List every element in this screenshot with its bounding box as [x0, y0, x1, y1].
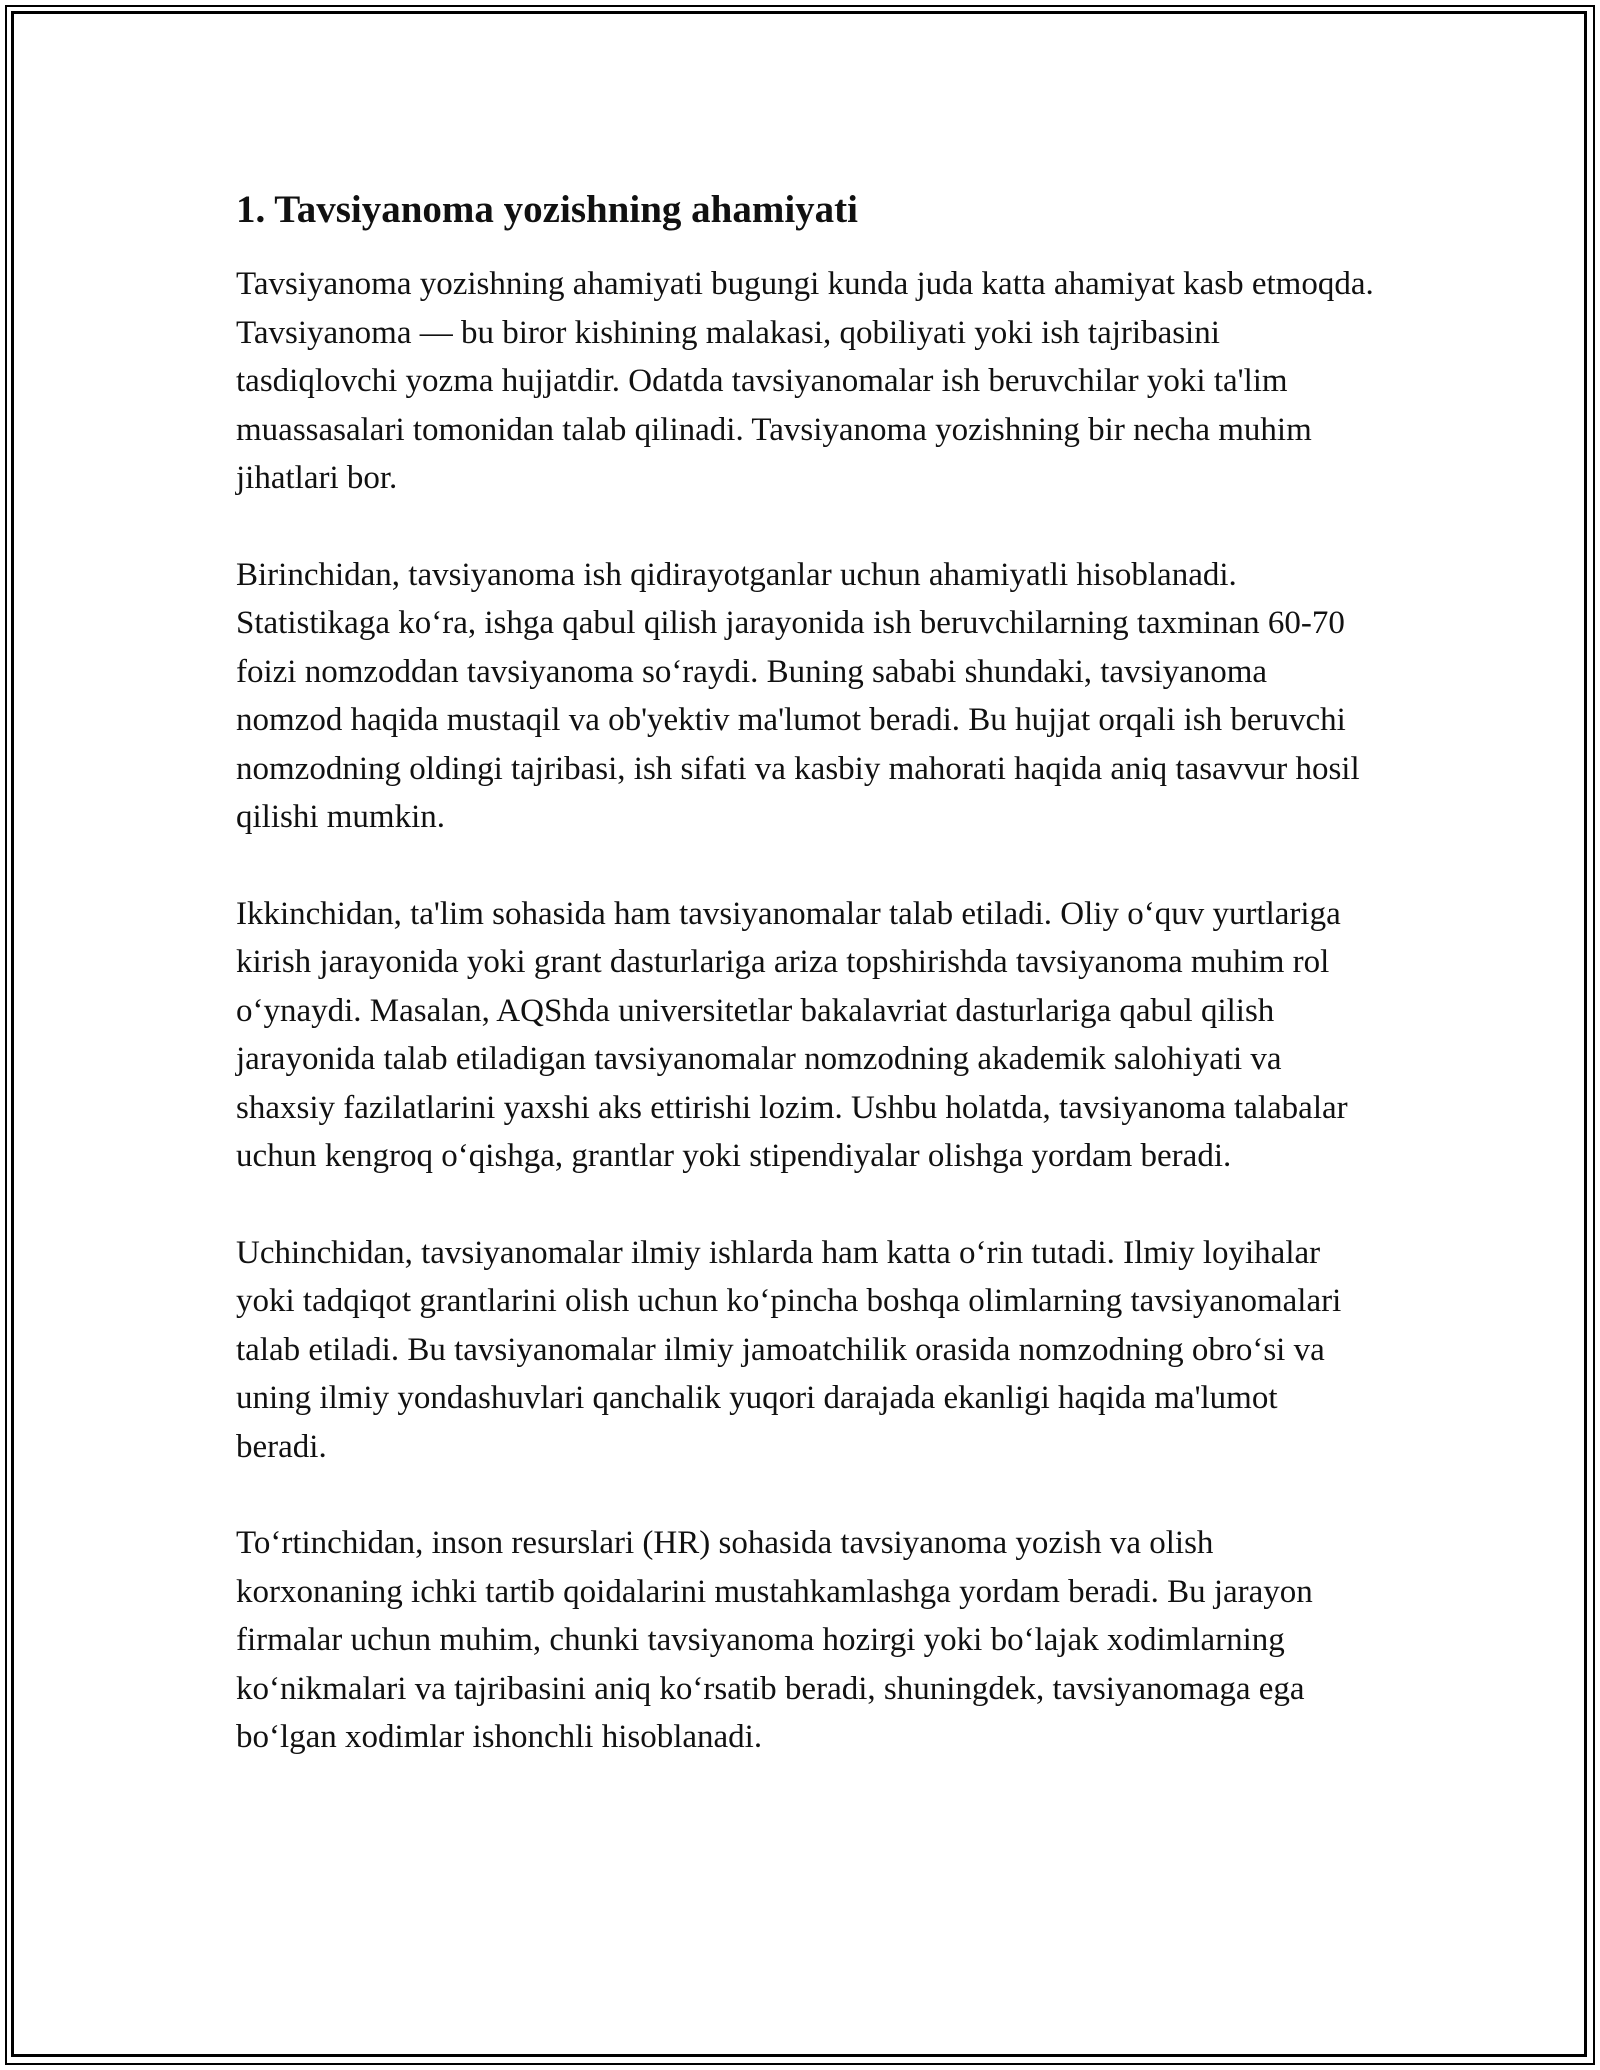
section-heading: 1. Tavsiyanoma yozishning ahamiyati: [236, 188, 858, 231]
paragraph-fourth-point: Toʻrtinchidan, inson resurslari (HR) sohasida tavsiyanoma yozish va olish korxonaning ichki tartib qoidalarini mustahkamlashga yordam beradi. Bu jarayon firmalar uchun muhim, chunki tavsiyanoma hozirgi yoki boʻlajak xodimlarning koʻnikmalari va tajribasini aniq koʻrsatib beradi, shuningdek, tavsiyanomaga ega boʻlgan xodimlar ishonchli hisoblanadi.: [236, 1525, 1313, 1755]
paragraph-first-point: Birinchidan, tavsiyanoma ish qidirayotganlar uchun ahamiyatli hisoblanadi. Statistikaga koʻra, ishga qabul qilish jarayonida ish beruvchilarning taxminan 60-70 foizi nomzoddan tavsiyanoma soʻraydi. Buning sababi shundaki, tavsiyanoma nomzod haqida mustaqil va ob'yektiv ma'lumot beradi. Bu hujjat orqali ish beruvchi nomzodning oldingi tajribasi, ish sifati va kasbiy mahorati haqida aniq tasavvur hosil qilishi mumkin.: [236, 556, 1360, 835]
paragraph-second-point: Ikkinchidan, ta'lim sohasida ham tavsiyanomalar talab etiladi. Oliy oʻquv yurtlariga kirish jarayonida yoki grant dasturlariga ariza topshirishda tavsiyanoma muhim rol oʻynaydi. Masalan, AQShda universitetlar bakalavriat dasturlariga qabul qilish jarayonida talab etiladigan tavsiyanomalar nomzodning akademik salohiyati va shaxsiy fazilatlarini yaxshi aks ettirishi lozim. Ushbu holatda, tavsiyanoma talabalar uchun kengroq oʻqishga, grantlar yoki stipendiyalar olishga yordam beradi.: [236, 895, 1348, 1174]
paragraph-third-point: Uchinchidan, tavsiyanomalar ilmiy ishlarda ham katta oʻrin tutadi. Ilmiy loyihalar yoki tadqiqot grantlarini olish uchun koʻpincha boshqa olimlarning tavsiyanomalari talab etiladi. Bu tavsiyanomalar ilmiy jamoatchilik orasida nomzodning obroʻsi va uning ilmiy yondashuvlari qanchalik yuqori darajada ekanligi haqida ma'lumot beradi.: [236, 1234, 1342, 1465]
paragraph-intro: Tavsiyanoma yozishning ahamiyati bugungi kunda juda katta ahamiyat kasb etmoqda. Tavsiyanoma — bu biror kishining malakasi, qobiliyati yoki ish tajribasini tasdiqlovchi yozma hujjatdir. Odatda tavsiyanomalar ish beruvchilar yoki ta'lim muassasalari tomonidan talab qilinadi. Tavsiyanoma yozishning bir necha muhim jihatlari bor.: [236, 266, 1374, 496]
document-body: [236, 186, 1376, 1762]
